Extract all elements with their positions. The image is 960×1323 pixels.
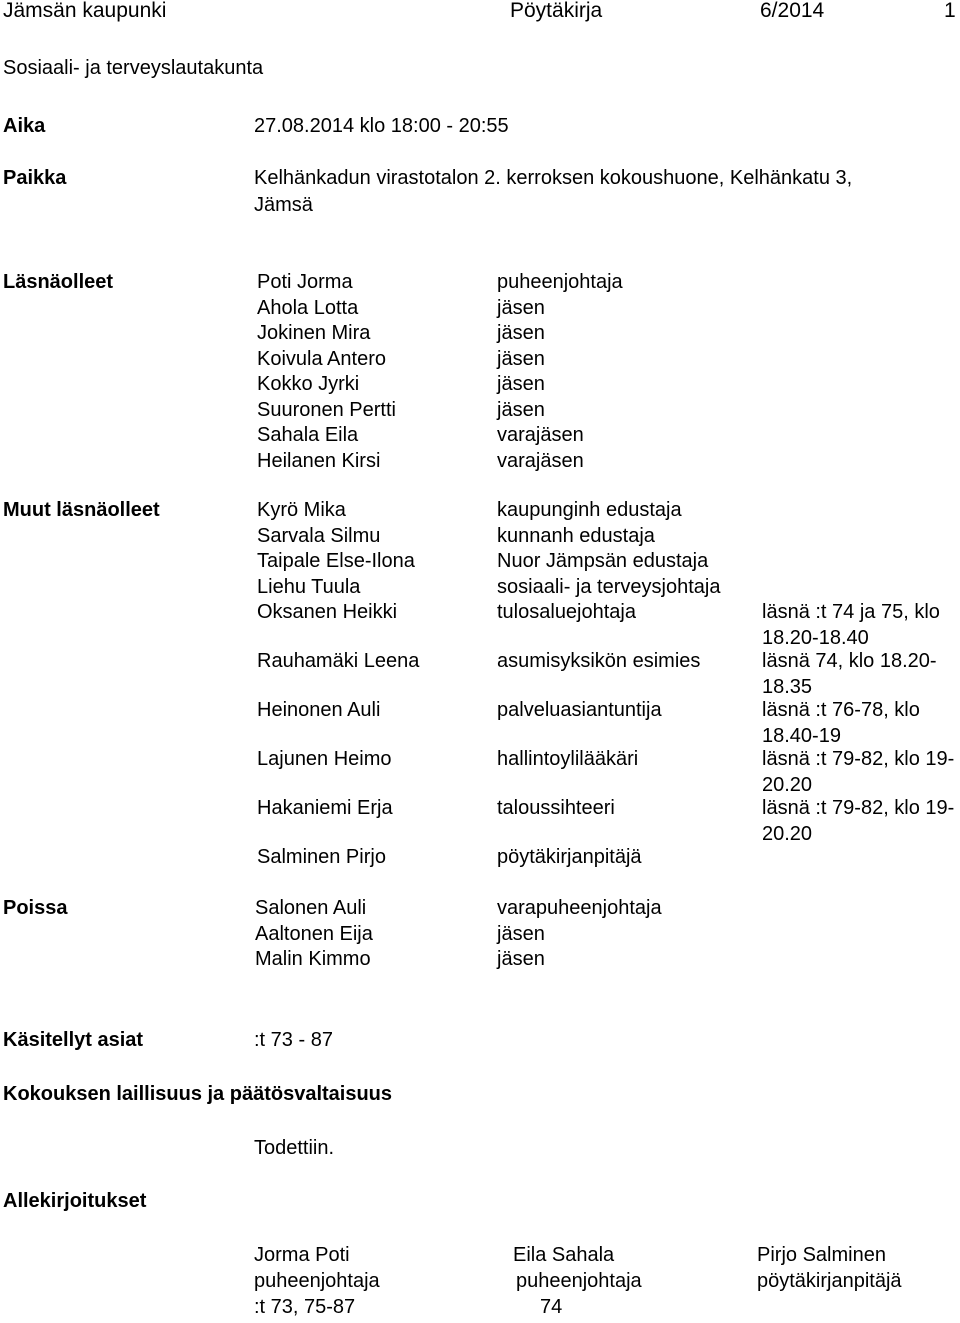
absent-label: Poissa <box>3 897 68 919</box>
signer-role: puheenjohtaja <box>254 1270 380 1292</box>
time-label: Aika <box>3 115 46 137</box>
present-role: varajäsen <box>497 424 584 446</box>
signer-scope: 74 <box>540 1296 563 1318</box>
others-role: taloussihteeri <box>497 797 615 819</box>
others-role: hallintoylilääkäri <box>497 748 639 770</box>
others-name: Hakaniemi Erja <box>257 797 393 819</box>
present-role: jäsen <box>497 373 545 395</box>
present-name: Koivula Antero <box>257 347 386 370</box>
others-role: pöytäkirjanpitäjä <box>497 846 642 868</box>
others-role: palveluasiantuntija <box>497 699 662 721</box>
others-role: kunnanh edustaja <box>497 525 655 547</box>
others-label: Muut läsnäolleet <box>3 499 160 521</box>
handled-label: Käsitellyt asiat <box>3 1029 144 1051</box>
signer-name: Eila Sahala <box>513 1244 615 1266</box>
others-note: läsnä 74, klo 18.20-18.35 <box>762 650 937 698</box>
others-note: läsnä :t 79-82, klo 19-20.20 <box>762 797 955 845</box>
absent-names <box>255 896 373 973</box>
absent-roles <box>497 896 662 973</box>
present-role: jäsen <box>497 398 545 421</box>
present-name: Heilanen Kirsi <box>257 449 381 472</box>
others-role: Nuor Jämpsän edustaja <box>497 550 709 572</box>
others-name: Kyrö Mika <box>257 499 346 521</box>
absent-name: Salonen Auli <box>255 897 367 919</box>
others-name: Oksanen Heikki <box>257 601 398 623</box>
header-page: 1 <box>944 0 956 22</box>
legality-value: Todettiin. <box>254 1137 335 1159</box>
others-name: Rauhamäki Leena <box>257 650 420 672</box>
others-role: tulosaluejohtaja <box>497 601 636 623</box>
others-note: läsnä :t 74 ja 75, klo 18.20-18.40 <box>762 601 940 649</box>
place-line1: Kelhänkadun virastotalon 2. kerroksen kokoushuone, Kelhänkatu 3, <box>254 167 853 189</box>
others-role: kaupunginh edustaja <box>497 499 682 521</box>
body-name: Sosiaali- ja terveyslautakunta <box>3 57 264 79</box>
signer-role: pöytäkirjanpitäjä <box>757 1270 902 1292</box>
place-line2: Jämsä <box>254 194 313 216</box>
present-name: Ahola Lotta <box>257 296 359 319</box>
present-name: Sahala Eila <box>257 424 359 446</box>
others-note: läsnä :t 76-78, klo 18.40-19 <box>762 699 920 747</box>
signer-name: Jorma Poti <box>254 1244 350 1266</box>
others-name: Sarvala Silmu <box>257 525 381 547</box>
absent-role: jäsen <box>497 948 545 970</box>
place-label: Paikka <box>3 167 67 189</box>
header-number: 6/2014 <box>760 0 825 22</box>
header-doc-type: Pöytäkirja <box>510 0 603 22</box>
absent-role: varapuheenjohtaja <box>497 897 662 919</box>
handled-value: :t 73 - 87 <box>254 1029 333 1051</box>
others-name: Heinonen Auli <box>257 699 381 721</box>
signatures-label: Allekirjoitukset <box>3 1190 147 1212</box>
others-name: Lajunen Heimo <box>257 748 392 770</box>
present-role: puheenjohtaja <box>497 271 623 293</box>
others-role: sosiaali- ja terveysjohtaja <box>497 576 721 598</box>
present-roles <box>497 270 623 474</box>
present-role: jäsen <box>497 347 545 370</box>
present-label: Läsnäolleet <box>3 271 114 293</box>
absent-name: Aaltonen Eija <box>255 922 373 945</box>
signer-scope: :t 73, 75-87 <box>254 1296 356 1318</box>
legality-label: Kokouksen laillisuus ja päätösvaltaisuus <box>3 1083 393 1105</box>
others-name: Taipale Else-Ilona <box>257 550 415 572</box>
time-value: 27.08.2014 klo 18:00 - 20:55 <box>254 115 509 137</box>
present-role: jäsen <box>497 296 545 319</box>
others-note: läsnä :t 79-82, klo 19-20.20 <box>762 748 955 796</box>
present-name: Suuronen Pertti <box>257 398 396 421</box>
present-name: Jokinen Mira <box>257 322 371 344</box>
others-name: Liehu Tuula <box>257 576 361 598</box>
others-name: Salminen Pirjo <box>257 846 386 868</box>
absent-role: jäsen <box>497 922 545 945</box>
present-name: Poti Jorma <box>257 271 353 293</box>
signer-role: puheenjohtaja <box>516 1270 642 1292</box>
present-role: jäsen <box>497 322 545 344</box>
header-org: Jämsän kaupunki <box>3 0 167 22</box>
present-name: Kokko Jyrki <box>257 373 360 395</box>
signer-name: Pirjo Salminen <box>757 1244 886 1266</box>
present-role: varajäsen <box>497 449 584 472</box>
absent-name: Malin Kimmo <box>255 948 371 970</box>
others-role: asumisyksikön esimies <box>497 650 701 672</box>
present-names <box>257 270 396 474</box>
